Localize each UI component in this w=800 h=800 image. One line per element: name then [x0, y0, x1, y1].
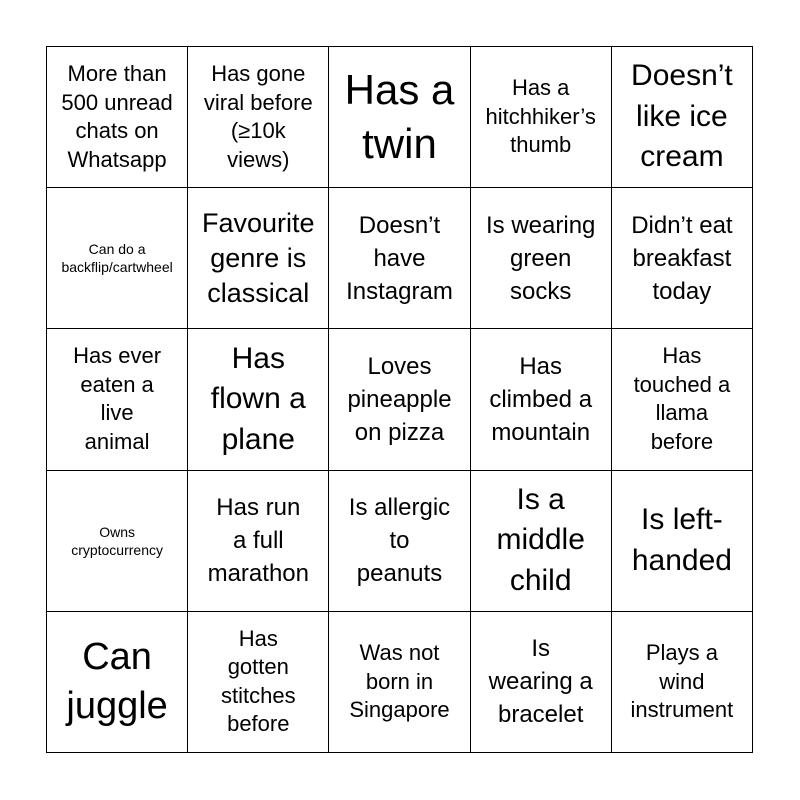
bingo-cell[interactable]	[471, 612, 612, 753]
bingo-cell[interactable]	[188, 471, 329, 612]
bingo-cell[interactable]	[47, 612, 188, 753]
cell-text: Plays a wind instrument	[630, 640, 734, 723]
bingo-cell[interactable]	[471, 471, 612, 612]
cell-text: Doesn’t like ice cream	[631, 59, 733, 174]
cell-text: Has a hitchhiker’s thumb	[485, 75, 596, 158]
bingo-cell[interactable]	[47, 47, 188, 188]
cell-text: Doesn’t have Instagram	[346, 211, 453, 305]
cell-text: Can do a backflip/cartwheel	[61, 241, 173, 276]
cell-text: Is allergic to peanuts	[348, 494, 451, 588]
cell-text: Has run a full marathon	[207, 494, 309, 588]
cell-text: Didn’t eat breakfast today	[631, 211, 733, 305]
cell-text: Has touched a llama before	[633, 343, 731, 455]
bingo-cell[interactable]	[188, 612, 329, 753]
cell-text: Loves pineapple on pizza	[347, 352, 452, 447]
cell-text: Has climbed a mountain	[489, 352, 593, 447]
bingo-cell[interactable]	[471, 329, 612, 470]
cell-text: Has flown a plane	[210, 341, 306, 456]
bingo-cell[interactable]	[471, 47, 612, 188]
bingo-cell[interactable]	[188, 47, 329, 188]
bingo-cell[interactable]	[329, 47, 470, 188]
bingo-cell[interactable]	[188, 188, 329, 329]
cell-text: Owns cryptocurrency	[71, 523, 163, 558]
bingo-cell[interactable]	[612, 471, 753, 612]
cell-text: Can juggle	[66, 635, 168, 727]
bingo-cell[interactable]	[47, 471, 188, 612]
cell-text: Has gone viral before (≥10k views)	[203, 60, 313, 172]
bingo-cell[interactable]	[329, 612, 470, 753]
cell-text: Has ever eaten a live animal	[73, 343, 162, 455]
bingo-cell[interactable]	[329, 329, 470, 470]
cell-text: Is wearing green socks	[486, 211, 596, 305]
bingo-cell[interactable]	[612, 47, 753, 188]
cell-text: Is a middle child	[496, 482, 585, 597]
bingo-cell[interactable]	[329, 188, 470, 329]
bingo-cell[interactable]	[47, 329, 188, 470]
bingo-cell[interactable]	[612, 188, 753, 329]
cell-text: More than 500 unread chats on Whatsapp	[61, 60, 173, 172]
bingo-board	[46, 46, 753, 753]
bingo-cell[interactable]	[471, 188, 612, 329]
bingo-cell[interactable]	[329, 471, 470, 612]
bingo-cell[interactable]	[612, 612, 753, 753]
cell-text: Favourite genre is classical	[202, 207, 315, 308]
bingo-cell[interactable]	[612, 329, 753, 470]
cell-text: Was not born in Singapore	[349, 640, 450, 723]
cell-text: Is wearing a bracelet	[488, 635, 593, 729]
bingo-cell[interactable]	[188, 329, 329, 470]
cell-text: Is left- handed	[631, 503, 732, 577]
bingo-cell[interactable]	[47, 188, 188, 329]
cell-text: Has gotten stitches before	[220, 625, 296, 737]
cell-text: Has a twin	[344, 66, 455, 168]
